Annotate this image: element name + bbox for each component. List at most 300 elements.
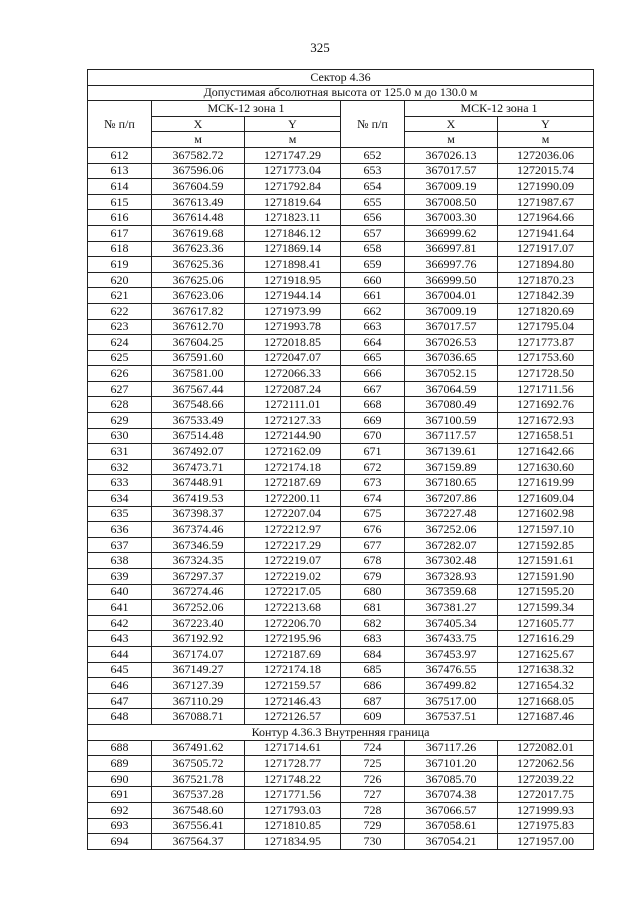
y-value: 1271898.41 <box>245 257 341 273</box>
point-num: 619 <box>88 257 152 273</box>
x-value: 367328.93 <box>405 569 498 585</box>
x-value: 367100.59 <box>405 413 498 429</box>
point-num: 691 <box>88 787 152 803</box>
x-value: 367117.57 <box>405 428 498 444</box>
y-value: 1272174.18 <box>245 459 341 475</box>
point-num: 680 <box>341 584 405 600</box>
point-num: 657 <box>341 225 405 241</box>
x-value: 367003.30 <box>405 210 498 226</box>
point-num: 645 <box>88 662 152 678</box>
y-value: 1271894.80 <box>498 257 594 273</box>
x-value: 367359.68 <box>405 584 498 600</box>
point-num: 613 <box>88 163 152 179</box>
point-num: 667 <box>341 381 405 397</box>
x-header-right: X <box>405 116 498 132</box>
point-num: 682 <box>341 615 405 631</box>
table-row <box>88 194 594 210</box>
x-value: 367088.71 <box>152 709 245 725</box>
y-value: 1271964.66 <box>498 210 594 226</box>
table-row <box>88 584 594 600</box>
point-num: 612 <box>88 147 152 163</box>
y-value: 1271917.07 <box>498 241 594 257</box>
y-value: 1272219.02 <box>245 569 341 585</box>
x-value: 367101.20 <box>405 756 498 772</box>
point-num: 636 <box>88 522 152 538</box>
y-value: 1271973.99 <box>245 303 341 319</box>
point-num: 624 <box>88 335 152 351</box>
y-value: 1272062.56 <box>498 756 594 772</box>
zone-header-right: МСК-12 зона 1 <box>405 101 594 117</box>
contour-title: Контур 4.36.3 Внутренняя граница <box>88 724 594 740</box>
y-value: 1271820.69 <box>498 303 594 319</box>
point-num: 729 <box>341 818 405 834</box>
y-value: 1271823.11 <box>245 210 341 226</box>
point-num: 628 <box>88 397 152 413</box>
y-value: 1272217.29 <box>245 537 341 553</box>
y-value: 1272187.69 <box>245 475 341 491</box>
x-value: 366997.81 <box>405 241 498 257</box>
point-num: 634 <box>88 491 152 507</box>
y-value: 1271990.09 <box>498 179 594 195</box>
x-value: 367026.53 <box>405 335 498 351</box>
y-value: 1271795.04 <box>498 319 594 335</box>
y-value: 1271630.60 <box>498 459 594 475</box>
point-num: 622 <box>88 303 152 319</box>
y-value: 1271792.84 <box>245 179 341 195</box>
page-number: 325 <box>310 40 330 55</box>
x-value: 367159.89 <box>405 459 498 475</box>
point-num: 687 <box>341 693 405 709</box>
point-num: 626 <box>88 366 152 382</box>
x-value: 367581.00 <box>152 366 245 382</box>
table-row <box>88 303 594 319</box>
y-value: 1271592.85 <box>498 537 594 553</box>
x-header-left: X <box>152 116 245 132</box>
x-value: 367139.61 <box>405 444 498 460</box>
point-num: 669 <box>341 413 405 429</box>
table-row <box>88 537 594 553</box>
num-header-right: № п/п <box>341 101 405 148</box>
y-value: 1272066.33 <box>245 366 341 382</box>
x-value: 367476.55 <box>405 662 498 678</box>
x-value: 367398.37 <box>152 506 245 522</box>
x-value: 367419.53 <box>152 491 245 507</box>
x-value: 367008.50 <box>405 194 498 210</box>
table-row <box>88 615 594 631</box>
point-num: 684 <box>341 646 405 662</box>
table-row <box>88 225 594 241</box>
x-value: 367453.97 <box>405 646 498 662</box>
x-value: 367058.61 <box>405 818 498 834</box>
x-value: 367623.36 <box>152 241 245 257</box>
height-range: Допустимая абсолютная высота от 125.0 м до 130.0 м <box>88 85 594 101</box>
point-num: 683 <box>341 631 405 647</box>
y-value: 1271747.29 <box>245 147 341 163</box>
point-num: 640 <box>88 584 152 600</box>
x-value: 367619.68 <box>152 225 245 241</box>
y-value: 1271728.50 <box>498 366 594 382</box>
table-row <box>88 740 594 756</box>
table-row <box>88 257 594 273</box>
x-value: 367537.51 <box>405 709 498 725</box>
table-row <box>88 569 594 585</box>
y-value: 1271714.61 <box>245 740 341 756</box>
y-value: 1271773.04 <box>245 163 341 179</box>
x-value: 367192.92 <box>152 631 245 647</box>
y-value: 1271599.34 <box>498 600 594 616</box>
point-num: 685 <box>341 662 405 678</box>
y-value: 1271975.83 <box>498 818 594 834</box>
zone-header-left: МСК-12 зона 1 <box>152 101 341 117</box>
y-value: 1272015.74 <box>498 163 594 179</box>
point-num: 679 <box>341 569 405 585</box>
point-num: 678 <box>341 553 405 569</box>
y-value: 1271597.10 <box>498 522 594 538</box>
x-value: 367017.57 <box>405 163 498 179</box>
y-value: 1271834.95 <box>245 834 341 850</box>
x-value: 367604.59 <box>152 179 245 195</box>
point-num: 642 <box>88 615 152 631</box>
point-num: 663 <box>341 319 405 335</box>
y-value: 1272018.85 <box>245 335 341 351</box>
x-value: 367066.57 <box>405 802 498 818</box>
y-value: 1271918.95 <box>245 272 341 288</box>
y-value: 1272047.07 <box>245 350 341 366</box>
x-value: 367274.46 <box>152 584 245 600</box>
y-value: 1271654.32 <box>498 678 594 694</box>
table-row <box>88 335 594 351</box>
x-value: 367009.19 <box>405 179 498 195</box>
point-num: 643 <box>88 631 152 647</box>
point-num: 630 <box>88 428 152 444</box>
point-num: 730 <box>341 834 405 850</box>
x-value: 367625.36 <box>152 257 245 273</box>
point-num: 672 <box>341 459 405 475</box>
y-value: 1272200.11 <box>245 491 341 507</box>
y-value: 1272162.09 <box>245 444 341 460</box>
y-value: 1271668.05 <box>498 693 594 709</box>
point-num: 660 <box>341 272 405 288</box>
point-num: 692 <box>88 802 152 818</box>
point-num: 658 <box>341 241 405 257</box>
point-num: 671 <box>341 444 405 460</box>
point-num: 670 <box>341 428 405 444</box>
y-value: 1271987.67 <box>498 194 594 210</box>
y-value: 1271999.93 <box>498 802 594 818</box>
y-value: 1272219.07 <box>245 553 341 569</box>
y-value: 1272039.22 <box>498 771 594 787</box>
y-value: 1271616.29 <box>498 631 594 647</box>
y-value: 1271810.85 <box>245 818 341 834</box>
unit-y-right: м <box>498 132 594 148</box>
y-value: 1272187.69 <box>245 646 341 662</box>
y-value: 1272217.05 <box>245 584 341 600</box>
y-value: 1272017.75 <box>498 787 594 803</box>
point-num: 662 <box>341 303 405 319</box>
table-row <box>88 771 594 787</box>
point-num: 617 <box>88 225 152 241</box>
table-row <box>88 288 594 304</box>
y-value: 1271819.64 <box>245 194 341 210</box>
point-num: 689 <box>88 756 152 772</box>
point-num: 631 <box>88 444 152 460</box>
table-row <box>88 319 594 335</box>
y-value: 1272082.01 <box>498 740 594 756</box>
x-value: 367448.91 <box>152 475 245 491</box>
point-num: 688 <box>88 740 152 756</box>
y-value: 1272111.01 <box>245 397 341 413</box>
table-row <box>88 491 594 507</box>
table-row <box>88 475 594 491</box>
x-value: 367324.35 <box>152 553 245 569</box>
x-value: 367227.48 <box>405 506 498 522</box>
y-value: 1271846.12 <box>245 225 341 241</box>
point-num: 659 <box>341 257 405 273</box>
unit-y-left: м <box>245 132 341 148</box>
x-value: 367297.37 <box>152 569 245 585</box>
x-value: 367282.07 <box>405 537 498 553</box>
point-num: 666 <box>341 366 405 382</box>
x-value: 367517.00 <box>405 693 498 709</box>
sector-title: Сектор 4.36 <box>88 70 594 86</box>
table-row <box>88 834 594 850</box>
point-num: 693 <box>88 818 152 834</box>
y-value: 1271692.76 <box>498 397 594 413</box>
table-row <box>88 179 594 195</box>
table-row <box>88 709 594 725</box>
x-value: 367110.29 <box>152 693 245 709</box>
x-value: 367374.46 <box>152 522 245 538</box>
y-value: 1271642.66 <box>498 444 594 460</box>
y-value: 1272174.18 <box>245 662 341 678</box>
x-value: 367596.06 <box>152 163 245 179</box>
y-value: 1271591.90 <box>498 569 594 585</box>
point-num: 724 <box>341 740 405 756</box>
table-row <box>88 646 594 662</box>
unit-x-left: м <box>152 132 245 148</box>
table-row <box>88 802 594 818</box>
table-row <box>88 522 594 538</box>
x-value: 367537.28 <box>152 787 245 803</box>
point-num: 681 <box>341 600 405 616</box>
x-value: 367567.44 <box>152 381 245 397</box>
x-value: 367614.48 <box>152 210 245 226</box>
x-value: 367117.26 <box>405 740 498 756</box>
y-value: 1271625.67 <box>498 646 594 662</box>
x-value: 367617.82 <box>152 303 245 319</box>
point-num: 675 <box>341 506 405 522</box>
coordinates-table <box>87 69 594 850</box>
table-row <box>88 693 594 709</box>
x-value: 367564.37 <box>152 834 245 850</box>
point-num: 638 <box>88 553 152 569</box>
table-row <box>88 210 594 226</box>
y-value: 1271609.04 <box>498 491 594 507</box>
y-value: 1271711.56 <box>498 381 594 397</box>
y-value: 1272159.57 <box>245 678 341 694</box>
y-value: 1271957.00 <box>498 834 594 850</box>
y-value: 1271672.93 <box>498 413 594 429</box>
point-num: 673 <box>341 475 405 491</box>
x-value: 367064.59 <box>405 381 498 397</box>
x-value: 367521.78 <box>152 771 245 787</box>
x-value: 367207.86 <box>405 491 498 507</box>
point-num: 627 <box>88 381 152 397</box>
table-row <box>88 459 594 475</box>
point-num: 639 <box>88 569 152 585</box>
y-value: 1271687.46 <box>498 709 594 725</box>
x-value: 367054.21 <box>405 834 498 850</box>
table-row <box>88 662 594 678</box>
x-value: 367548.66 <box>152 397 245 413</box>
y-value: 1272206.70 <box>245 615 341 631</box>
table-row <box>88 350 594 366</box>
y-value: 1272146.43 <box>245 693 341 709</box>
x-value: 367591.60 <box>152 350 245 366</box>
x-value: 367017.57 <box>405 319 498 335</box>
x-value: 366997.76 <box>405 257 498 273</box>
point-num: 625 <box>88 350 152 366</box>
x-value: 367613.49 <box>152 194 245 210</box>
x-value: 367127.39 <box>152 678 245 694</box>
table-row <box>88 818 594 834</box>
x-value: 367604.25 <box>152 335 245 351</box>
point-num: 664 <box>341 335 405 351</box>
point-num: 656 <box>341 210 405 226</box>
point-num: 616 <box>88 210 152 226</box>
x-value: 367052.15 <box>405 366 498 382</box>
x-value: 367074.38 <box>405 787 498 803</box>
y-value: 1271638.32 <box>498 662 594 678</box>
y-value: 1271605.77 <box>498 615 594 631</box>
point-num: 725 <box>341 756 405 772</box>
point-num: 654 <box>341 179 405 195</box>
point-num: 653 <box>341 163 405 179</box>
point-num: 644 <box>88 646 152 662</box>
point-num: 620 <box>88 272 152 288</box>
point-num: 676 <box>341 522 405 538</box>
table-row <box>88 381 594 397</box>
table-row <box>88 397 594 413</box>
x-value: 367009.19 <box>405 303 498 319</box>
y-value: 1271753.60 <box>498 350 594 366</box>
table-row <box>88 428 594 444</box>
x-value: 367505.72 <box>152 756 245 772</box>
x-value: 367174.07 <box>152 646 245 662</box>
point-num: 728 <box>341 802 405 818</box>
x-value: 366999.62 <box>405 225 498 241</box>
x-value: 367346.59 <box>152 537 245 553</box>
point-num: 647 <box>88 693 152 709</box>
x-value: 367252.06 <box>405 522 498 538</box>
x-value: 367625.06 <box>152 272 245 288</box>
point-num: 727 <box>341 787 405 803</box>
point-num: 655 <box>341 194 405 210</box>
point-num: 694 <box>88 834 152 850</box>
y-value: 1271941.64 <box>498 225 594 241</box>
x-value: 367492.07 <box>152 444 245 460</box>
x-value: 367548.60 <box>152 802 245 818</box>
point-num: 661 <box>341 288 405 304</box>
point-num: 623 <box>88 319 152 335</box>
point-num: 668 <box>341 397 405 413</box>
table-row <box>88 631 594 647</box>
x-value: 367080.49 <box>405 397 498 413</box>
y-value: 1271993.78 <box>245 319 341 335</box>
y-value: 1271658.51 <box>498 428 594 444</box>
y-value: 1271773.87 <box>498 335 594 351</box>
y-value: 1272144.90 <box>245 428 341 444</box>
x-value: 367004.01 <box>405 288 498 304</box>
point-num: 641 <box>88 600 152 616</box>
table-row <box>88 163 594 179</box>
x-value: 367381.27 <box>405 600 498 616</box>
x-value: 367180.65 <box>405 475 498 491</box>
point-num: 646 <box>88 678 152 694</box>
point-num: 686 <box>341 678 405 694</box>
point-num: 618 <box>88 241 152 257</box>
table-row <box>88 506 594 522</box>
table-row <box>88 147 594 163</box>
x-value: 367433.75 <box>405 631 498 647</box>
table-row <box>88 756 594 772</box>
y-header-right: Y <box>498 116 594 132</box>
x-value: 366999.50 <box>405 272 498 288</box>
y-value: 1272213.68 <box>245 600 341 616</box>
y-value: 1271771.56 <box>245 787 341 803</box>
y-value: 1271595.20 <box>498 584 594 600</box>
x-value: 367026.13 <box>405 147 498 163</box>
y-value: 1271602.98 <box>498 506 594 522</box>
table-row <box>88 600 594 616</box>
y-value: 1272212.97 <box>245 522 341 538</box>
point-num: 635 <box>88 506 152 522</box>
y-value: 1271748.22 <box>245 771 341 787</box>
y-value: 1272126.57 <box>245 709 341 725</box>
y-value: 1272127.33 <box>245 413 341 429</box>
x-value: 367582.72 <box>152 147 245 163</box>
y-value: 1271944.14 <box>245 288 341 304</box>
x-value: 367514.48 <box>152 428 245 444</box>
y-value: 1271793.03 <box>245 802 341 818</box>
table-row <box>88 272 594 288</box>
point-num: 615 <box>88 194 152 210</box>
y-value: 1272195.96 <box>245 631 341 647</box>
x-value: 367623.06 <box>152 288 245 304</box>
point-num: 652 <box>341 147 405 163</box>
point-num: 609 <box>341 709 405 725</box>
table-row <box>88 553 594 569</box>
x-value: 367252.06 <box>152 600 245 616</box>
x-value: 367473.71 <box>152 459 245 475</box>
y-value: 1272036.06 <box>498 147 594 163</box>
x-value: 367612.70 <box>152 319 245 335</box>
point-num: 726 <box>341 771 405 787</box>
table-row <box>88 444 594 460</box>
num-header-left: № п/п <box>88 101 152 148</box>
y-value: 1271591.61 <box>498 553 594 569</box>
point-num: 665 <box>341 350 405 366</box>
table-row <box>88 413 594 429</box>
y-value: 1272087.24 <box>245 381 341 397</box>
x-value: 367036.65 <box>405 350 498 366</box>
point-num: 637 <box>88 537 152 553</box>
x-value: 367085.70 <box>405 771 498 787</box>
y-value: 1271870.23 <box>498 272 594 288</box>
point-num: 674 <box>341 491 405 507</box>
table-row <box>88 787 594 803</box>
x-value: 367302.48 <box>405 553 498 569</box>
